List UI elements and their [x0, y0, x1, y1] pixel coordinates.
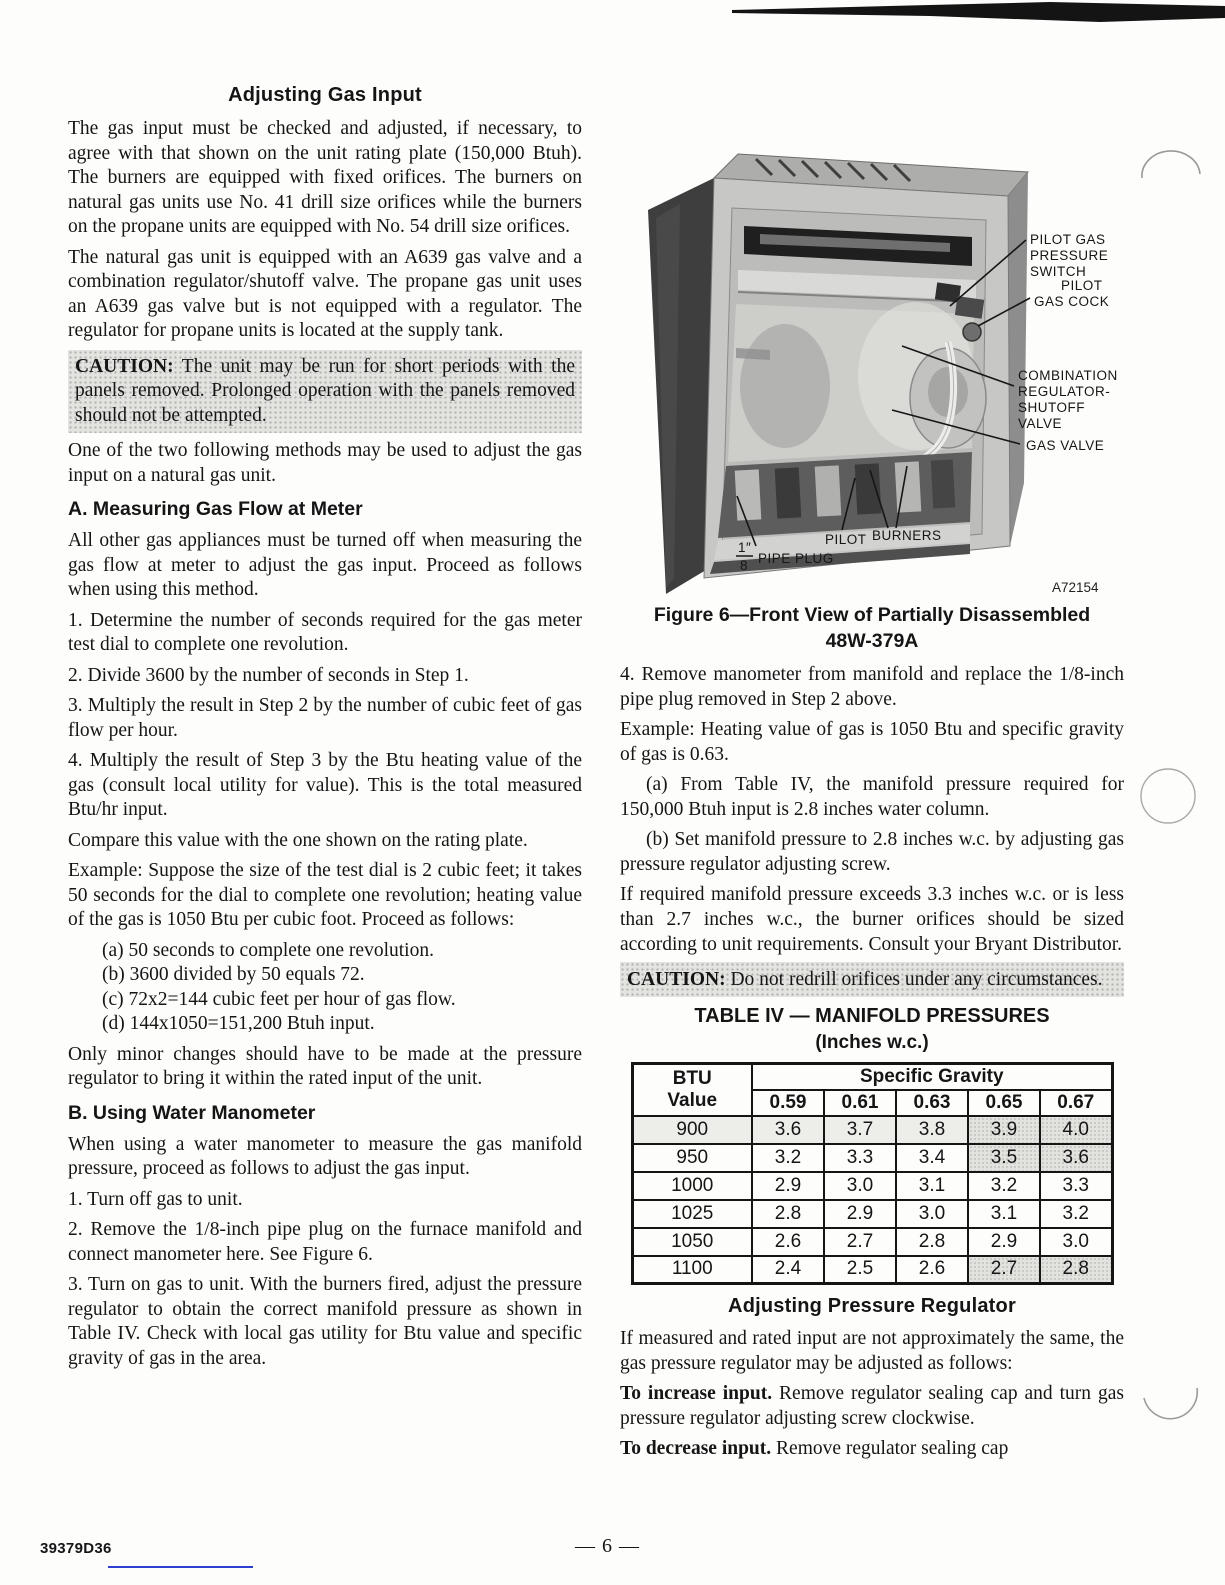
manifold-pressures-table — [631, 1062, 1114, 1285]
label-pilot-gas-cock-line1: PILOT — [1061, 278, 1103, 293]
pressure-cell: 3.0 — [824, 1172, 896, 1200]
btu-cell: 1025 — [632, 1200, 752, 1228]
step-a1: 1. Determine the number of seconds required for the gas meter test dial to complete one revolution. — [68, 609, 582, 655]
figure-6-illustration — [620, 148, 1124, 598]
gravity-column-header: 0.63 — [896, 1090, 968, 1116]
para-gas-valve: The natural gas unit is equipped with an A639 gas valve and a combination regulator/shutoff valve. The propane gas unit uses an A639 gas valve but is not equipped with a regulator. The regulator for propane units is located at the supply tank. — [68, 246, 582, 341]
pressure-cell: 3.2 — [752, 1144, 824, 1172]
label-combination-line4: VALVE — [1018, 416, 1063, 431]
label-combination-line1: COMBINATION — [1018, 368, 1118, 383]
table-row — [632, 1200, 1112, 1228]
item-b-set-pressure: (b) Set manifold pressure to 2.8 inches w.c. by adjusting gas pressure regulator adjusting screw. — [620, 829, 1124, 875]
pressure-cell: 3.4 — [896, 1144, 968, 1172]
table-iv-subtitle: (Inches w.c.) — [815, 1032, 929, 1053]
decrease-input-lead: To decrease input. — [620, 1438, 772, 1459]
furnace-photo — [620, 148, 1124, 598]
label-gas-valve: GAS VALVE — [1026, 438, 1105, 453]
label-pipe-plug-numerator: 1″ — [738, 540, 752, 555]
step-b2: 2. Remove the 1/8-inch pipe plug on the furnace manifold and connect manometer here. See Figure 6. — [68, 1219, 582, 1265]
heading-measuring-gas-flow: A. Measuring Gas Flow at Meter — [68, 498, 363, 520]
pressure-cell: 3.9 — [968, 1116, 1040, 1144]
para-manometer-intro: When using a water manometer to measure the gas manifold pressure, proceed as follows to adjust the gas input. — [68, 1133, 582, 1179]
example-item-b: (b) 3600 divided by 50 equals 72. — [102, 964, 365, 985]
section-heading-adjusting-gas-input: Adjusting Gas Input — [228, 84, 422, 106]
table-row — [632, 1228, 1112, 1256]
figure-caption-line2: 48W-379A — [825, 630, 919, 652]
pressure-cell: 2.7 — [824, 1228, 896, 1256]
label-pilot-gas-pressure-switch-line3: SWITCH — [1030, 264, 1087, 279]
binder-hole-top — [1142, 151, 1200, 178]
pressure-cell: 2.6 — [896, 1256, 968, 1284]
increase-input-text: Remove regulator sealing cap and turn gas pressure regulator adjusting screw clockwise. — [620, 1383, 1124, 1429]
para-increase-input — [620, 1381, 1124, 1431]
photo-reference-number: A72154 — [1052, 580, 1099, 595]
step-b3: 3. Turn on gas to unit. With the burners fired, adjust the pressure regulator to obtain the correct manifold pressure as shown in Table IV. Check with local gas utility for Btu value and specific gravity of gas in the area. — [68, 1274, 582, 1369]
caution-box-panels — [68, 350, 582, 434]
item-a-table-iv: (a) From Table IV, the manifold pressure required for 150,000 Btuh input is 2.8 inches water column. — [620, 774, 1124, 820]
btu-cell: 950 — [632, 1144, 752, 1172]
label-pilot-gas-cock-line2: GAS COCK — [1034, 294, 1110, 309]
pressure-cell: 2.8 — [896, 1228, 968, 1256]
page-number: — 6 — — [575, 1535, 640, 1557]
table-row — [632, 1256, 1112, 1284]
document-number: 39379D36 — [40, 1540, 112, 1557]
pressure-cell: 4.0 — [1040, 1116, 1112, 1144]
pressure-cell: 3.3 — [824, 1144, 896, 1172]
para-minor-changes: Only minor changes should have to be made at the pressure regulator to bring it within the rated input of the unit. — [68, 1043, 582, 1089]
pressure-cell: 2.9 — [968, 1228, 1040, 1256]
specific-gravity-header: Specific Gravity — [752, 1064, 1112, 1090]
para-gas-input-intro: The gas input must be checked and adjusted, if necessary, to agree with that shown on the unit rating plate (150,000 Btuh). The burners are equipped with fixed orifices. The burners on natural gas units use No. 41 drill size orifices while the burners on the propane units are equipped with No. 54 drill size orifices. — [68, 118, 582, 237]
pressure-cell: 3.5 — [968, 1144, 1040, 1172]
decrease-input-text: Remove regulator sealing cap — [776, 1438, 1009, 1459]
para-example-dial: Example: Suppose the size of the test dial is 2 cubic feet; it takes 50 seconds for the dial to complete one revolution; heating value of the gas is 1050 Btu per cubic foot. Proceed as follows: — [68, 860, 582, 930]
caution-text: The unit may be run for short periods with the panels removed. Prolonged operation with the panels removed should not be attempted. — [75, 355, 575, 426]
table-row — [632, 1144, 1112, 1172]
increase-input-lead: To increase input. — [620, 1383, 773, 1404]
para-compare: Compare this value with the one shown on the rating plate. — [68, 829, 528, 851]
label-pipe-plug: PIPE PLUG — [758, 551, 834, 566]
para-required-pressure: If required manifold pressure exceeds 3.3 inches w.c. or is less than 2.7 inches w.c., the burner orifices should be sized according to unit requirements. Consult your Bryant Distributor. — [620, 884, 1124, 955]
pressure-cell: 2.4 — [752, 1256, 824, 1284]
gravity-column-header: 0.65 — [968, 1090, 1040, 1116]
table-iv-title: TABLE IV — MANIFOLD PRESSURES — [694, 1005, 1050, 1027]
label-pilot-gas-pressure-switch-line1: PILOT GAS — [1030, 232, 1106, 247]
label-burners: BURNERS — [872, 528, 942, 543]
caution-label: CAUTION: — [75, 355, 174, 377]
caution-label: CAUTION: — [627, 969, 726, 990]
step-b1: 1. Turn off gas to unit. — [68, 1188, 243, 1210]
caution-text: Do not redrill orifices under any circumstances. — [730, 969, 1103, 990]
left-column — [68, 84, 582, 1377]
pressure-cell: 3.2 — [1040, 1200, 1112, 1228]
furnace-drawing — [648, 154, 1028, 594]
para-decrease-input — [620, 1436, 1124, 1461]
pressure-cell: 3.6 — [1040, 1144, 1112, 1172]
pressure-cell: 3.1 — [896, 1172, 968, 1200]
btu-header-line2: Value — [667, 1089, 718, 1111]
table-row — [632, 1116, 1112, 1144]
gravity-column-header: 0.67 — [1040, 1090, 1112, 1116]
pressure-cell: 2.7 — [968, 1256, 1040, 1284]
pressure-cell: 3.0 — [1040, 1228, 1112, 1256]
btu-cell: 900 — [632, 1116, 752, 1144]
right-column — [620, 148, 1124, 1466]
para-example-heating-value: Example: Heating value of gas is 1050 Btu and specific gravity of gas is 0.63. — [620, 719, 1124, 765]
btu-header-line1: BTU — [672, 1067, 712, 1089]
gravity-column-header: 0.61 — [824, 1090, 896, 1116]
figure-caption-line1: Figure 6—Front View of Partially Disassembled — [653, 604, 1091, 626]
pressure-cell: 3.8 — [896, 1116, 968, 1144]
example-item-a: (a) 50 seconds to complete one revolution. — [102, 939, 434, 961]
para-regulator-intro: If measured and rated input are not approximately the same, the gas pressure regulator may be adjusted as follows: — [620, 1328, 1124, 1374]
caution-box-redrill — [620, 962, 1124, 997]
table-row — [632, 1172, 1112, 1200]
table-header-row-1 — [632, 1064, 1112, 1090]
binder-hole-middle — [1141, 769, 1195, 823]
step-a3: 3. Multiply the result in Step 2 by the number of cubic feet of gas flow per hour. — [68, 695, 582, 741]
figure-6-caption — [620, 602, 1124, 654]
pressure-cell: 3.1 — [968, 1200, 1040, 1228]
footer-blue-rule — [108, 1566, 253, 1568]
heading-adjusting-pressure-regulator: Adjusting Pressure Regulator — [728, 1295, 1016, 1317]
pressure-cell: 3.6 — [752, 1116, 824, 1144]
step-a4: 4. Multiply the result of Step 3 by the Btu heating value of the gas (consult local utility for value). This is the total measured Btu/hr input. — [68, 750, 582, 820]
pressure-cell: 2.6 — [752, 1228, 824, 1256]
pressure-cell: 2.9 — [752, 1172, 824, 1200]
example-item-d: (d) 144x1050=151,200 Btuh input. — [102, 1013, 375, 1034]
heading-water-manometer: B. Using Water Manometer — [68, 1101, 316, 1124]
pressure-cell: 3.3 — [1040, 1172, 1112, 1200]
label-pilot-gas-pressure-switch-line2: PRESSURE — [1030, 248, 1109, 263]
btu-cell: 1100 — [632, 1256, 752, 1284]
label-combination-line3: SHUTOFF — [1018, 400, 1085, 415]
pressure-cell: 2.8 — [1040, 1256, 1112, 1284]
para-meter-intro: All other gas appliances must be turned off when measuring the gas flow at meter to adjust the gas input. Proceed as follows when using this method. — [68, 530, 582, 600]
binder-hole-bottom — [1144, 1388, 1197, 1419]
para-two-methods: One of the two following methods may be used to adjust the gas input on a natural gas unit. — [68, 440, 582, 486]
pressure-cell: 2.9 — [824, 1200, 896, 1228]
label-combination-line2: REGULATOR- — [1018, 384, 1111, 399]
label-pipe-plug-denominator: 8 — [740, 558, 749, 573]
gravity-column-header: 0.59 — [752, 1090, 824, 1116]
pressure-cell: 3.2 — [968, 1172, 1040, 1200]
pressure-cell: 3.7 — [824, 1116, 896, 1144]
pressure-cell: 2.5 — [824, 1256, 896, 1284]
step-a2: 2. Divide 3600 by the number of seconds in Step 1. — [68, 664, 469, 686]
pressure-cell: 3.0 — [896, 1200, 968, 1228]
label-pilot: PILOT — [825, 532, 867, 547]
step-b4: 4. Remove manometer from manifold and replace the 1/8-inch pipe plug removed in Step 2 above. — [620, 664, 1124, 710]
scan-streak — [732, 2, 1225, 22]
pressure-cell: 2.8 — [752, 1200, 824, 1228]
example-item-c: (c) 72x2=144 cubic feet per hour of gas flow. — [102, 988, 456, 1010]
btu-cell: 1000 — [632, 1172, 752, 1200]
btu-value-header — [632, 1064, 752, 1116]
btu-cell: 1050 — [632, 1228, 752, 1256]
example-steps-list — [68, 939, 582, 1037]
